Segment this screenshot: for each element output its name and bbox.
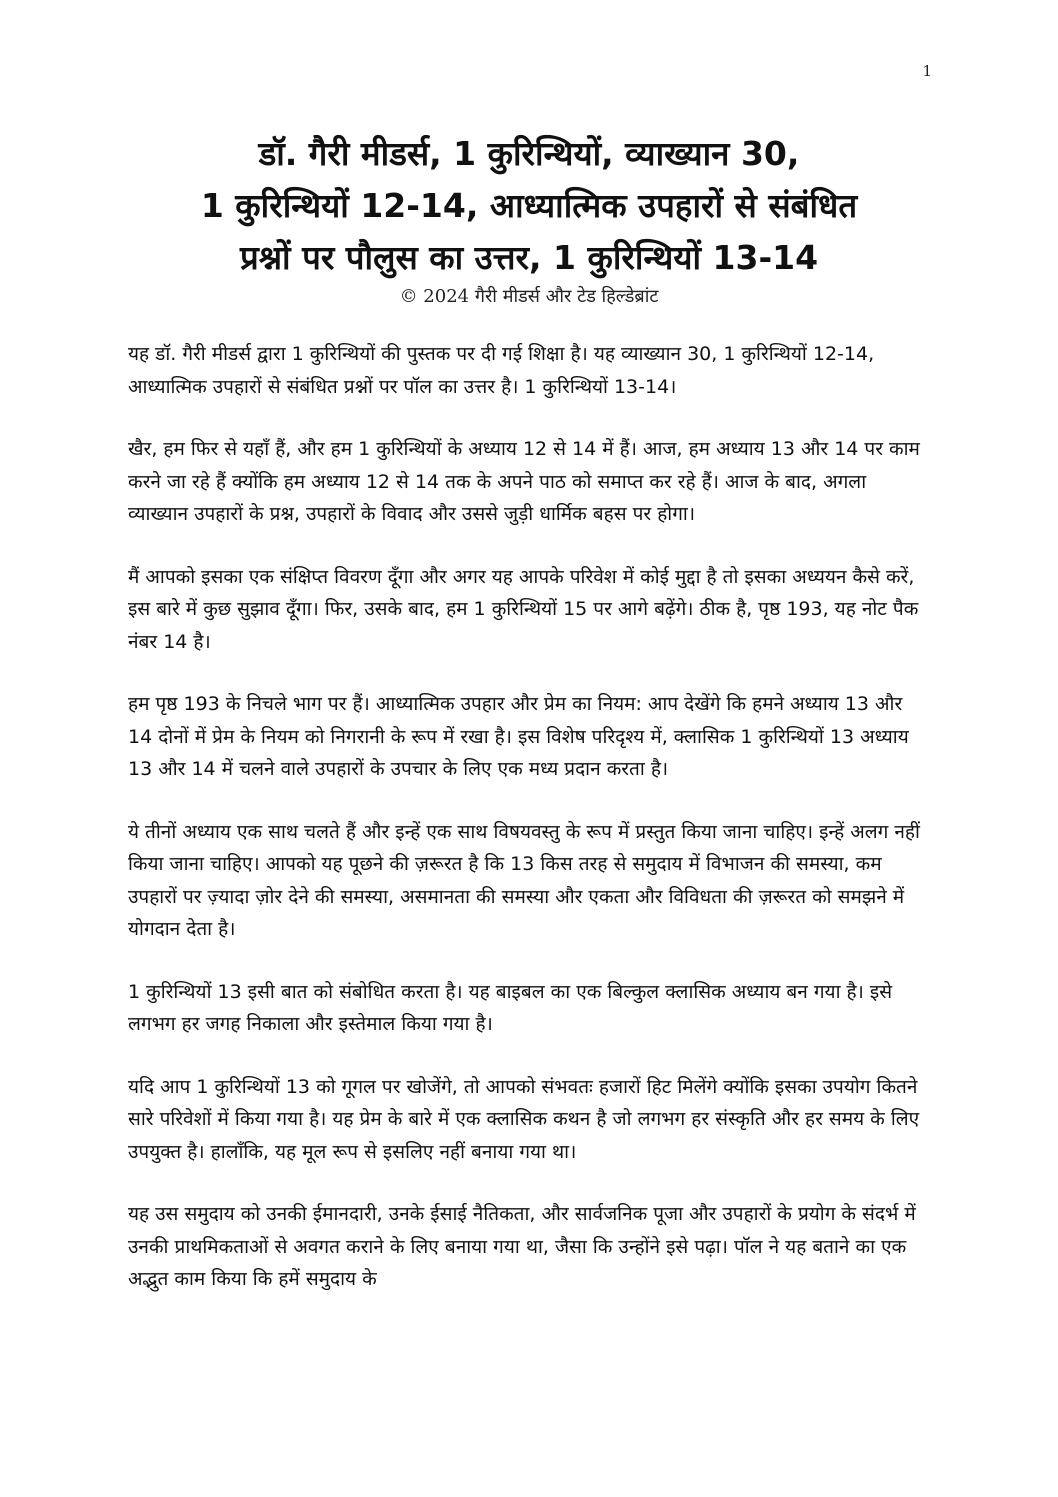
- title-line-3: प्रश्नों पर पौलुस का उत्तर, 1 कुरिन्थियों 13-14: [239, 238, 819, 277]
- copyright-line: © 2024 गैरी मीडर्स और टेड हिल्डेब्रांट: [399, 286, 659, 307]
- body-text: [128, 338, 930, 1326]
- paragraph-7: यदि आप 1 कुरिन्थियों 13 को गूगल पर खोजेंगे, तो आपको संभवतः हजारों हिट मिलेंगे क्योंकि इसका उपयोग कितने सारे परिवेशों में किया गया है। यह प्रेम के बारे में एक क्लासिक कथन है जो लगभग हर संस्कृति और हर समय के लिए उपयुक्त है। हालाँकि, यह मूल रूप से इसलिए नहीं बनाया गया था।: [128, 1075, 920, 1163]
- title-line-1: डॉ. गैरी मीडर्स, 1 कुरिन्थियों, व्याख्यान 30,: [258, 134, 800, 173]
- paragraph-2: खैर, हम फिर से यहाँ हैं, और हम 1 कुरिन्थियों के अध्याय 12 से 14 में हैं। आज, हम अध्याय 13 और 14 पर काम करने जा रहे हैं क्योंकि हम अध्याय 12 से 14 तक के अपने पाठ को समाप्त कर रहे हैं। आज के बाद, अगला व्याख्यान उपहारों के प्रश्न, उपहारों के विवाद और उससे जुड़ी धार्मिक बहस पर होगा।: [128, 438, 920, 525]
- paragraph-6: 1 कुरिन्थियों 13 इसी बात को संबोधित करता है। यह बाइबल का एक बिल्कुल क्लासिक अध्याय बन गया है। इसे लगभग हर जगह निकाला और इस्तेमाल किया गया है।: [128, 980, 893, 1035]
- title-line-2: 1 कुरिन्थियों 12-14, आध्यात्मिक उपहारों से संबंधित: [200, 186, 858, 225]
- paragraph-3: मैं आपको इसका एक संक्षिप्त विवरण दूँगा और अगर यह आपके परिवेश में कोई मुद्दा है तो इसका अध्ययन कैसे करें, इस बारे में कुछ सुझाव दूँगा। फिर, उसके बाद, हम 1 कुरिन्थियों 15 पर आगे बढ़ेंगे। ठीक है, पृष्ठ 193, यह नोट पैक नंबर 14 है।: [128, 565, 919, 653]
- page-number: 1: [922, 62, 932, 80]
- title-block: [100, 128, 958, 310]
- paragraph-5: ये तीनों अध्याय एक साथ चलते हैं और इन्हें एक साथ विषयवस्तु के रूप में प्रस्तुत किया जाना चाहिए। इन्हें अलग नहीं किया जाना चाहिए। आपको यह पूछने की ज़रूरत है कि 13 किस तरह से समुदाय में विभाजन की समस्या, कम उपहारों पर ज़्यादा ज़ोर देने की समस्या, असमानता की समस्या और एकता और विविधता की ज़रूरत को समझने में योगदान देता है।: [128, 820, 920, 940]
- paragraph-4: हम पृष्ठ 193 के निचले भाग पर हैं। आध्यात्मिक उपहार और प्रेम का नियम: आप देखेंगे कि हमने अध्याय 13 और 14 दोनों में प्रेम के नियम को निगरानी के रूप में रखा है। इस विशेष परिदृश्य में, क्लासिक 1 कुरिन्थियों 13 अध्याय 13 और 14 में चलने वाले उपहारों के उपचार के लिए एक मध्य प्रदान करता है।: [128, 693, 909, 780]
- paragraph-1: यह डॉ. गैरी मीडर्स द्वारा 1 कुरिन्थियों की पुस्तक पर दी गई शिक्षा है। यह व्याख्यान 30, 1 कुरिन्थियों 12-14, आध्यात्मिक उपहारों से संबंधित प्रश्नों पर पॉल का उत्तर है। 1 कुरिन्थियों 13-14।: [128, 343, 875, 398]
- paragraph-8: यह उस समुदाय को उनकी ईमानदारी, उनके ईसाई नैतिकता, और सार्वजनिक पूजा और उपहारों के प्रयोग के संदर्भ में उनकी प्राथमिकताओं से अवगत कराने के लिए बनाया गया था, जैसा कि उन्होंने इसे पढ़ा। पॉल ने यह बताने का एक अद्भुत काम किया कि हमें समुदाय के: [128, 1203, 916, 1290]
